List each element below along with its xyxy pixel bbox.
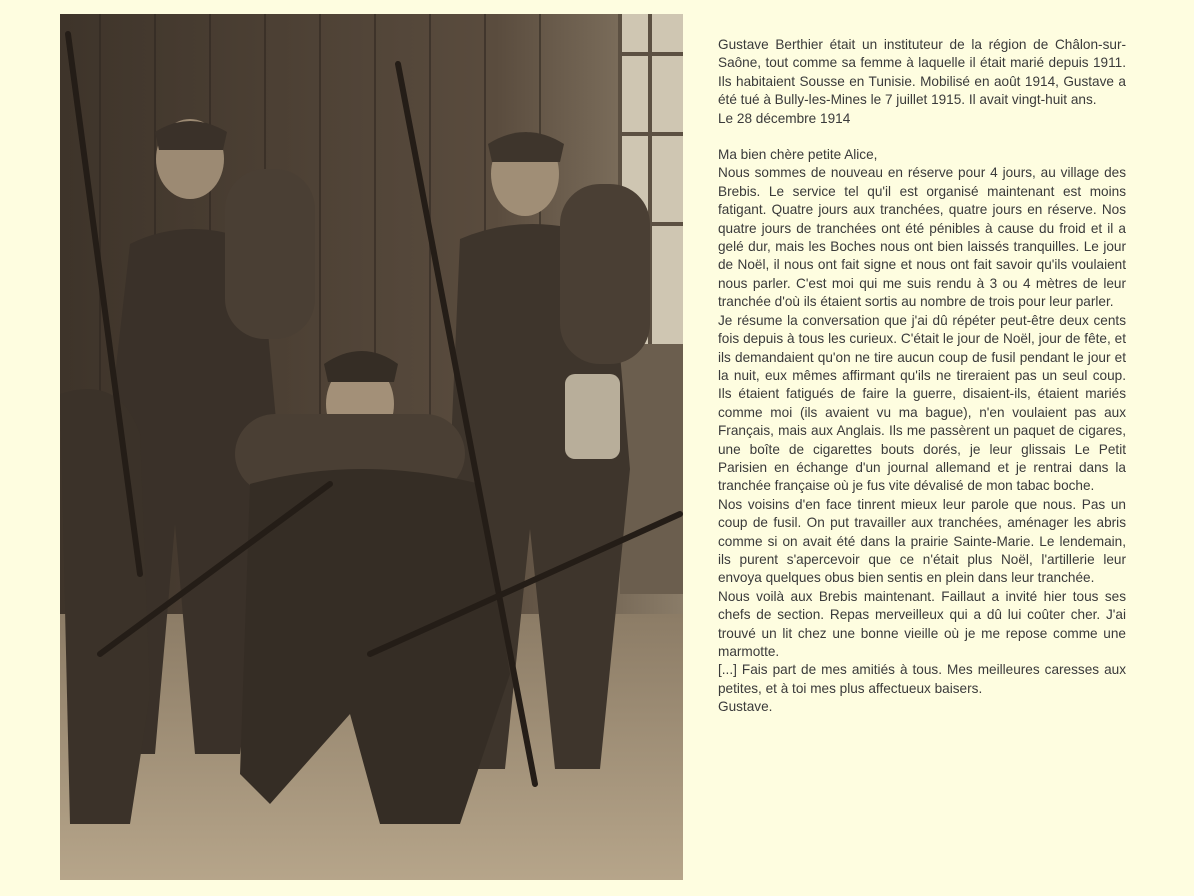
soldiers-photo-icon (60, 14, 683, 880)
letter-date: Le 28 décembre 1914 (718, 110, 851, 126)
letter-paragraph: Je résume la conversation que j'ai dû répéter peut-être deux cents fois depuis à tous les curieux. C'était le jour de Noël, jour de fête, et ils demandaient qu'on ne tire aucun coup de fusil pendant le jour et la nuit, eux mêmes affirmant qu'ils ne tireraient pas un seul coup. Ils étaient fatigués de faire la guerre, disaient-ils, étaient mariés comme moi (ils avaient vu ma bague), n'en voulaient pas aux Français, mais aux Anglais. Ils me passèrent un paquet de cigares, une boîte de cigarettes bouts dorés, je leur glissais Le Petit Parisien en échange d'un journal allemand et je rentrai dans la tranchée française où je fus vite dévalisé de mon tabac boche. (718, 312, 1126, 494)
intro-paragraph: Gustave Berthier était un instituteur de la région de Châlon-sur-Saône, tout comme sa femme à laquelle il était marié depuis 1911. Ils habitaient Sousse en Tunisie. Mobilisé en août 1914, Gustave a été tué à Bully-les-Mines le 7 juillet 1915. Il avait vingt-huit ans. (718, 37, 1126, 108)
letter-paragraph: Nos voisins d'en face tinrent mieux leur parole que nous. Pas un coup de fusil. On put travailler aux tranchées, aménager les abris comme si on avait été dans la prairie Sainte-Marie. Le lendemain, ils purent s'apercevoir que ce n'était plus Noël, l'artillerie leur envoya quelques obus bien sentis en plein dans leur tranchée. (718, 496, 1126, 586)
letter-text-column (718, 36, 1126, 717)
letter-signature: Gustave. (718, 699, 773, 715)
letter-paragraph: Nous voilà aux Brebis maintenant. Faillaut a invité hier tous ses chefs de section. Repas merveilleux qui a dû lui coûter cher. J'ai trouvé un lit chez une bonne vieille où je me repose comme une marmotte. (718, 588, 1126, 659)
letter-paragraph: [...] Fais part de mes amitiés à tous. Mes meilleures caresses aux petites, et à toi mes plus affectueux baisers. (718, 662, 1126, 696)
letter-salutation: Ma bien chère petite Alice, (718, 147, 878, 163)
letter-paragraph: Nous sommes de nouveau en réserve pour 4 jours, au village des Brebis. Le service tel qu'il est organisé maintenant est moins fatigant. Quatre jours aux tranchées, quatre jours en réserve. Nos quatre jours de tranchées ont été pénibles à cause du froid et il a gelé dur, mais les Boches nous ont bien laissés tranquilles. Le jour de Noël, il nous ont fait signe et nous ont fait savoir qu'ils voulaient nous parler. C'est moi qui me suis rendu à 3 ou 4 mètres de leur tranchée d'où ils étaient sortis au nombre de trois pour leur parler. (718, 165, 1126, 310)
soldiers-photo (60, 14, 683, 880)
paragraph-spacer (718, 128, 1126, 146)
